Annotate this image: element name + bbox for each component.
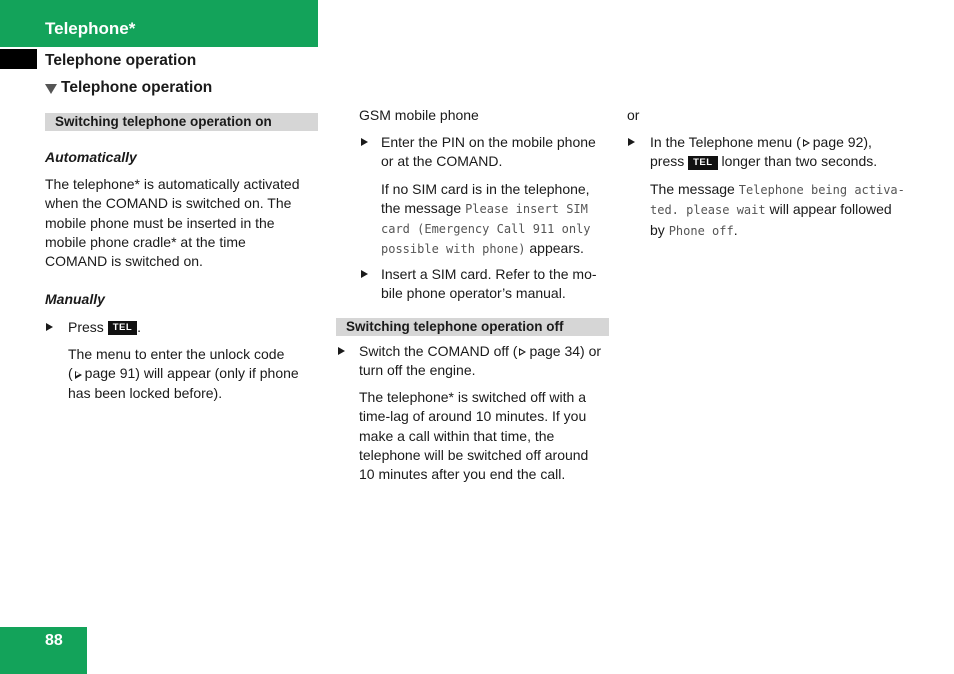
- text-line: when the COMAND is switched on. The: [45, 195, 292, 212]
- text: the message: [381, 200, 462, 217]
- text-line: [650, 200, 905, 220]
- or-label: or: [627, 107, 640, 123]
- switch-off-instruction: [359, 342, 601, 381]
- page-number: 88: [45, 632, 63, 649]
- text-line: has been locked before).: [68, 384, 223, 401]
- text-line: If no SIM card is in the telephone,: [381, 181, 590, 197]
- text-line: Enter the PIN on the mobile phone: [381, 134, 596, 150]
- text-line: [68, 364, 299, 383]
- text-line: COMAND is switched on.: [45, 253, 203, 270]
- page-ref-text: page 34) or: [529, 343, 602, 359]
- text: by: [650, 221, 665, 238]
- text: will appear followed: [769, 201, 892, 218]
- triangle-down-icon: [45, 84, 57, 94]
- time-lag-paragraph: [359, 388, 588, 484]
- subsection-title: [45, 79, 212, 97]
- press-text: Press: [68, 319, 104, 335]
- paren: (: [68, 365, 73, 382]
- chapter-title: Telephone*: [45, 19, 136, 38]
- text-line: The telephone* is automatically activated: [45, 176, 300, 192]
- manually-label: Manually: [45, 291, 105, 307]
- text: Switch the COMAND off (: [359, 343, 518, 359]
- text-line: [650, 221, 905, 241]
- automatic-paragraph: [45, 175, 299, 271]
- text-line: turn off the engine.: [359, 362, 476, 379]
- press-tel-instruction: [68, 318, 141, 337]
- period: .: [733, 221, 738, 238]
- text-line: bile phone operator’s manual.: [381, 285, 566, 302]
- display-message: card (Emergency Call 911 only: [381, 221, 591, 236]
- tel-key-icon: TEL: [688, 156, 717, 170]
- text-line: The telephone* is switched off with a: [359, 389, 586, 405]
- page-ref-text: page 91) will appear (only if phone: [84, 365, 299, 382]
- text: longer than two seconds.: [721, 153, 878, 170]
- text-line: make a call within that time, the: [359, 427, 555, 444]
- page-number-box: [0, 627, 87, 674]
- page-reference-icon: [519, 348, 526, 356]
- bullet-icon: [361, 270, 368, 278]
- bullet-icon: [46, 323, 53, 331]
- tel-key-icon: TEL: [108, 321, 137, 335]
- activation-message-paragraph: [650, 180, 905, 241]
- no-sim-paragraph: [381, 180, 591, 259]
- page-ref-text: page 92),: [812, 134, 872, 150]
- display-message: Telephone being activa-: [738, 183, 905, 197]
- text-line: or at the COMAND.: [381, 153, 503, 170]
- text-line: time-lag of around 10 minutes. If you: [359, 408, 587, 425]
- text: appears.: [529, 239, 584, 256]
- text-line: 10 minutes after you end the call.: [359, 466, 566, 483]
- bullet-icon: [628, 138, 635, 146]
- unlock-menu-paragraph: [68, 345, 299, 403]
- enter-pin-instruction: [381, 133, 596, 172]
- section-marker: [0, 49, 37, 69]
- text-line: mobile phone cradle* at the time: [45, 233, 246, 250]
- section-title: Telephone operation: [45, 52, 197, 69]
- text: press: [650, 153, 685, 170]
- text-line: Insert a SIM card. Refer to the mo-: [381, 266, 597, 282]
- page-reference-icon: [75, 371, 82, 379]
- text-line: The menu to enter the unlock code: [68, 346, 285, 362]
- heading-switching-off: Switching telephone operation off: [336, 318, 609, 336]
- display-message: Phone off: [668, 223, 734, 238]
- insert-sim-instruction: [381, 265, 597, 304]
- text-line: mobile phone must be inserted in the: [45, 214, 275, 231]
- subsection-title-text: Telephone operation: [61, 79, 213, 96]
- text-line: [381, 199, 591, 219]
- bullet-icon: [338, 347, 345, 355]
- telephone-menu-instruction: [650, 133, 877, 172]
- bullet-icon: [361, 138, 368, 146]
- text-line: telephone will be switched off around: [359, 446, 589, 463]
- text-line: [359, 342, 601, 361]
- heading-switching-on: Switching telephone operation on: [45, 113, 318, 131]
- display-message: ted. please wait: [650, 203, 766, 218]
- page-reference-icon: [803, 139, 810, 147]
- display-message: possible with phone): [381, 241, 526, 256]
- period: .: [137, 319, 142, 335]
- text: The message: [650, 181, 735, 197]
- display-message: Please insert SIM: [465, 202, 588, 217]
- gsm-label: GSM mobile phone: [359, 107, 479, 123]
- automatically-label: Automatically: [45, 149, 137, 165]
- text: In the Telephone menu (: [650, 134, 801, 150]
- text-line: [650, 180, 905, 200]
- text-line: [650, 152, 877, 171]
- text-line: [650, 133, 877, 152]
